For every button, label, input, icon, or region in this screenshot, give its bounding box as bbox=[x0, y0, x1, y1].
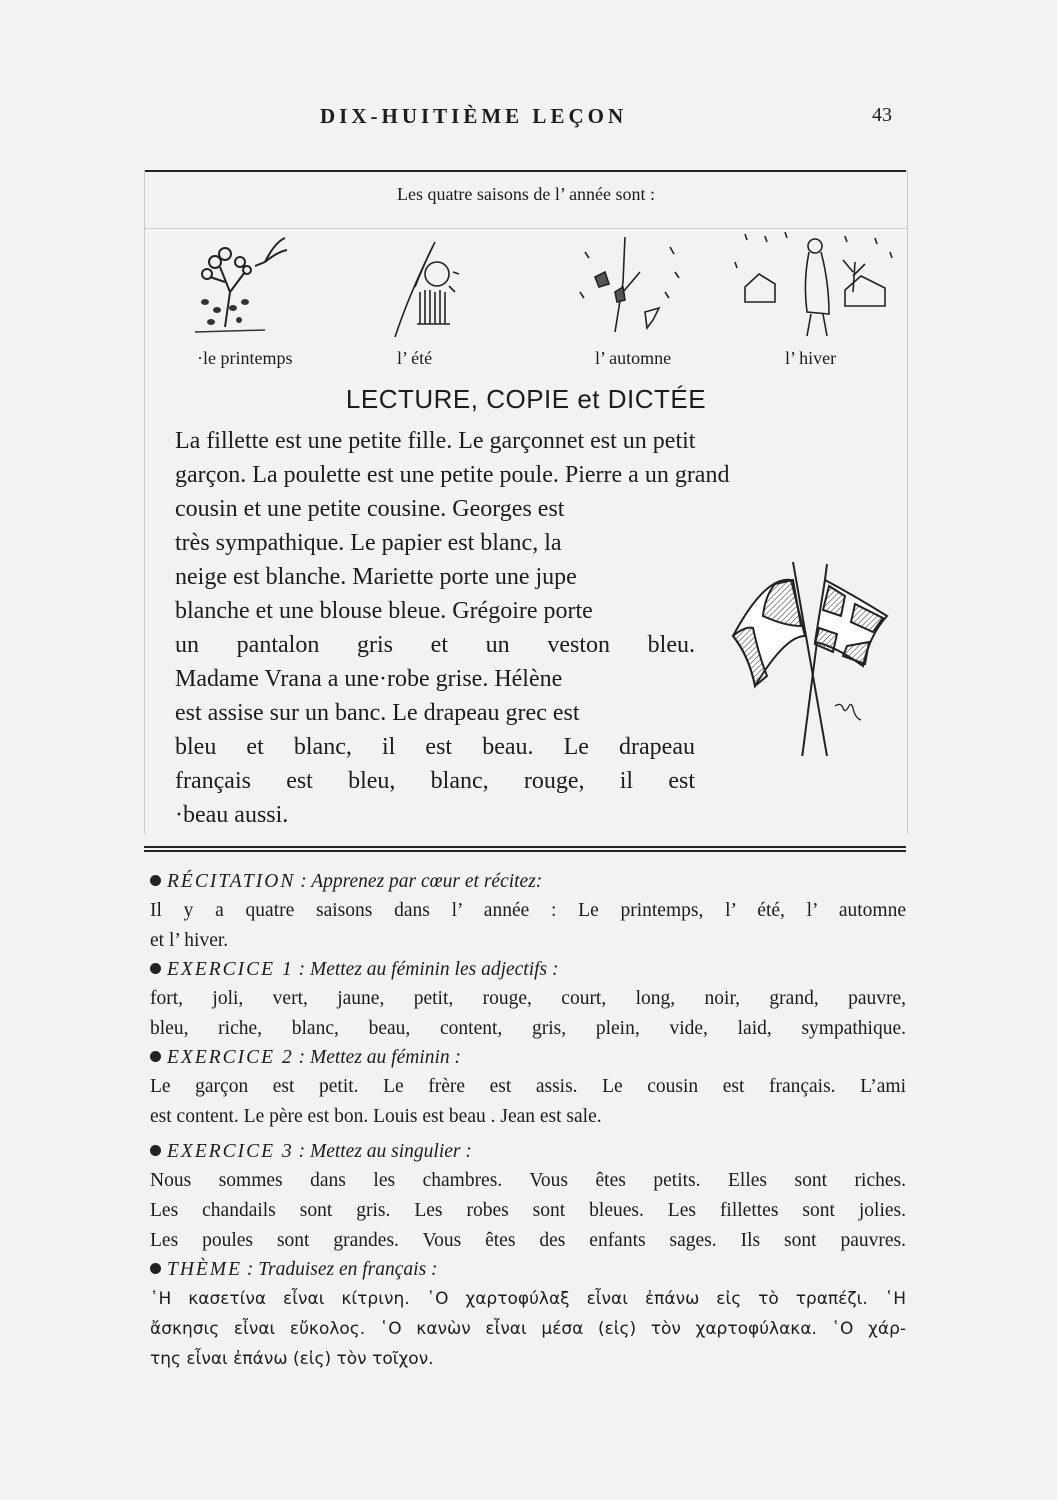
passage-line: très sympathique. Le papier est blanc, la bbox=[175, 530, 562, 556]
page-number: 43 bbox=[872, 104, 892, 126]
exercises-section bbox=[150, 868, 906, 1374]
exercise-line: fort, joli, vert, jaune, petit, rouge, court, long, noir, grand, pauvre, bbox=[150, 988, 906, 1009]
passage-line: un pantalon gris et un veston bleu. bbox=[175, 632, 695, 658]
season-label: ·le printemps bbox=[197, 348, 293, 368]
bullet-icon bbox=[150, 875, 161, 886]
blossoming-tree-swallow-icon bbox=[185, 232, 305, 342]
exercise-instruction: : Mettez au féminin les adjectifs : bbox=[298, 959, 559, 980]
seasons-row bbox=[145, 232, 907, 382]
exercise-instruction: : Apprenez par cœur et récitez: bbox=[300, 871, 543, 892]
season-summer bbox=[375, 232, 555, 382]
exercise-instruction: : Traduisez en français : bbox=[246, 1259, 438, 1280]
passage-line: garçon. La poulette est une petite poule. Pierre a un grand bbox=[175, 462, 730, 488]
double-rule-divider bbox=[144, 846, 906, 852]
exercise-instruction: : Mettez au singulier : bbox=[298, 1141, 472, 1162]
exercise-label: RÉCITATION bbox=[167, 871, 296, 892]
crossed-flags-icon bbox=[705, 556, 895, 756]
exercise-3 bbox=[150, 1138, 906, 1256]
exercise-2 bbox=[150, 1044, 906, 1132]
lesson-title: DIX-HUITIÈME LEÇON bbox=[320, 104, 628, 128]
bullet-icon bbox=[150, 1263, 161, 1274]
bullet-icon bbox=[150, 963, 161, 974]
exercise-line: Il y a quatre saisons dans l’ année : Le printemps, l’ été, l’ automne bbox=[150, 900, 906, 921]
exercise-label: THÈME bbox=[167, 1259, 242, 1280]
exercise-line: et l’ hiver. bbox=[150, 930, 229, 951]
season-label: l’ automne bbox=[595, 348, 672, 368]
divider bbox=[145, 228, 907, 229]
exercise-theme bbox=[150, 1256, 906, 1374]
passage-line: ·beau aussi. bbox=[175, 802, 289, 828]
exercise-line: ῾Η κασετίνα εἶναι κίτρινη. ῾Ο χαρτοφύλαξ εἶναι ἐπάνω εἰς τὸ τραπέζι. ῾Η bbox=[150, 1289, 906, 1309]
exercise-line: Le garçon est petit. Le frère est assis. Le cousin est français. L’ami bbox=[150, 1076, 906, 1097]
exercise-line: της εἶναι ἐπάνω (εἰς) τὸν τοῖχον. bbox=[150, 1349, 434, 1369]
section-heading: LECTURE, COPIE et DICTÉE bbox=[345, 384, 707, 414]
falling-leaves-icon bbox=[575, 232, 705, 342]
exercise-line: Nous sommes dans les chambres. Vous êtes petits. Elles sont riches. bbox=[150, 1170, 906, 1191]
passage-line: cousin et une petite cousine. Georges est bbox=[175, 496, 565, 522]
exercise-instruction: : Mettez au féminin : bbox=[298, 1047, 462, 1068]
passage-line: La fillette est une petite fille. Le garçonnet est un petit bbox=[175, 428, 696, 454]
snow-walker-icon bbox=[725, 232, 895, 342]
season-label: l’ été bbox=[397, 348, 433, 368]
passage-line: neige est blanche. Mariette porte une jupe bbox=[175, 564, 577, 590]
passage-line: Madame Vrana a une·robe grise. Hélène bbox=[175, 666, 563, 692]
exercise-1 bbox=[150, 956, 906, 1044]
season-spring bbox=[185, 232, 365, 382]
exercise-label: EXERCICE 1 bbox=[167, 959, 294, 980]
bullet-icon bbox=[150, 1051, 161, 1062]
passage-line: français est bleu, blanc, rouge, il est bbox=[175, 768, 695, 794]
exercise-line: ἄσκησις εἶναι εὔκολος. ῾Ο κανὼν εἶναι μέσα (εἰς) τὸν χαρτοφύλακα. ῾Ο χάρ- bbox=[150, 1319, 906, 1339]
passage-line: est assise sur un banc. Le drapeau grec est bbox=[175, 700, 580, 726]
seasons-title: Les quatre saisons de l’ année sont : bbox=[396, 184, 656, 204]
exercise-line: est content. Le père est bon. Louis est beau . Jean est sale. bbox=[150, 1106, 602, 1127]
passage-line: blanche et une blouse bleue. Grégoire porte bbox=[175, 598, 593, 624]
reading-box bbox=[144, 170, 908, 834]
wheat-sun-icon bbox=[375, 232, 495, 342]
exercise-line: Les chandails sont gris. Les robes sont bleues. Les fillettes sont jolies. bbox=[150, 1200, 906, 1221]
season-label: l’ hiver bbox=[785, 348, 837, 368]
exercise-label: EXERCICE 2 bbox=[167, 1047, 294, 1068]
season-winter bbox=[725, 232, 905, 382]
exercise-line: bleu, riche, blanc, beau, content, gris, plein, vide, laid, sympathique. bbox=[150, 1018, 906, 1039]
exercise-label: EXERCICE 3 bbox=[167, 1141, 294, 1162]
exercise-recitation bbox=[150, 868, 906, 956]
passage-line: bleu et blanc, il est beau. Le drapeau bbox=[175, 734, 695, 760]
running-head bbox=[0, 104, 1057, 134]
bullet-icon bbox=[150, 1145, 161, 1156]
exercise-line: Les poules sont grandes. Vous êtes des enfants sages. Ils sont pauvres. bbox=[150, 1230, 906, 1251]
